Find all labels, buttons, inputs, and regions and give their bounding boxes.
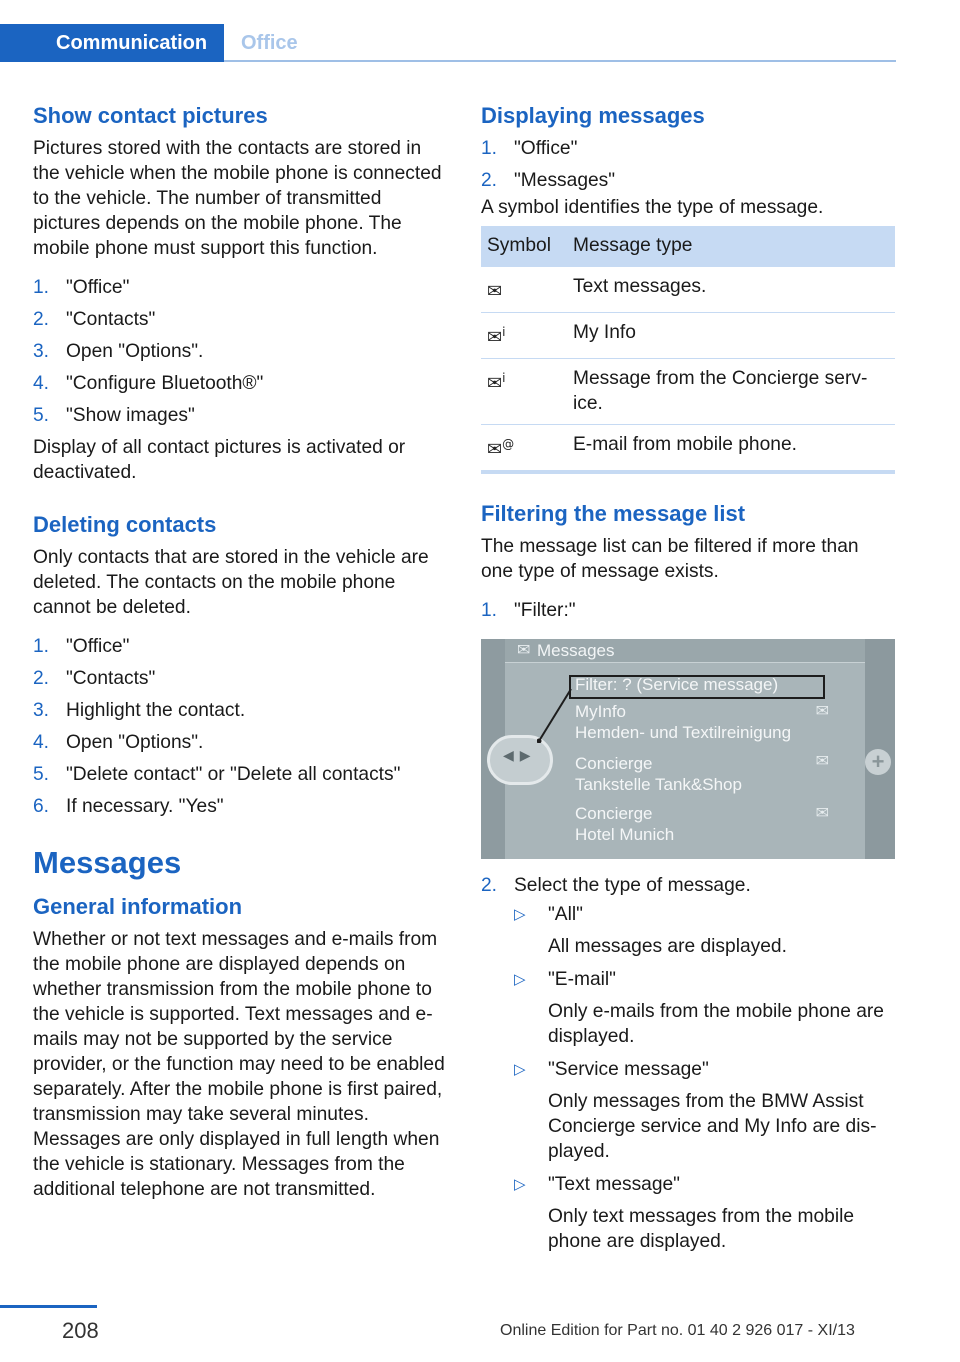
filter-options-list [481,902,895,1254]
show-contact-pictures-heading: Show contact pictures [33,103,268,128]
list-item: 4. "Configure Bluetooth®" [33,373,264,394]
triangle-bullet-icon: ▷ [514,970,526,988]
idrive-screen-illustration [481,639,895,859]
right-column [481,102,895,1262]
list-item: 1. "Filter:" [481,599,576,621]
displaying-messages-heading: Displaying messages [481,103,705,128]
list-item: 2. "Contacts" [33,668,156,689]
col-symbol: Symbol [481,226,567,266]
displaying-steps [481,136,895,193]
footer-rule [0,1305,97,1308]
list-item: 1. "Office" [481,138,578,159]
list-item: 2. "Messages" [481,170,616,191]
message-type-cell: My Info [567,312,895,358]
list-item: 5. "Show images" [33,405,195,426]
messages-icon: ✉ [517,641,531,659]
tab-office[interactable]: Office [241,32,298,54]
show-contact-pictures-body: Pictures stored with the contacts are stored in the vehicle when the mobile phone is connected to the vehicle. The number of transmitted pictures depends on the mobile phone. The mobile phone must support this function. [33,138,442,259]
envelope-icon: ✉ [815,702,829,720]
list-item: ▷ "All" All messages are displayed. [514,903,787,957]
list-item: 1. "Office" [33,277,130,298]
list-item: 1. "Office" [33,636,130,657]
table-row [481,424,895,472]
left-column [33,102,445,1202]
triangle-bullet-icon: ▷ [514,1060,526,1078]
col-message-type: Message type [567,226,895,266]
message-type-cell: E-mail from mobile phone. [567,424,895,472]
list-item[interactable]: Concierge Hotel Munich [575,803,675,844]
controller-arrows-icon: ◀▶ [503,746,537,763]
list-item: 2. "Contacts" [33,309,156,330]
list-item[interactable]: MyInfo Hemden- und Textilreinigung [575,701,792,742]
filtering-step-1 [481,598,895,623]
envelope-icon: ✉ [487,280,503,302]
envelope-info-icon: ✉$^i$ [487,370,506,394]
filtering-body: The message list can be filtered if more than one type of message exists. [481,535,859,582]
list-item: 5. "Delete contact" or "Delete all contacts" [33,764,401,785]
envelope-icon: ✉ [815,804,829,822]
list-item: ▷ "Service message" Only messages from the BMW Assist Concierge service and My Info are displayed. [514,1058,877,1162]
filtering-heading: Filtering the message list [481,500,746,526]
message-type-cell: Text messages. [567,266,895,312]
list-item: 3. Highlight the contact. [33,700,246,721]
list-item: 2. Select the type of message. [481,874,751,896]
page-number: 208 [62,1318,99,1343]
tab-communication[interactable]: Communication [0,24,224,62]
table-row [481,266,895,312]
list-item[interactable]: Concierge Tankstelle Tank&Shop [575,753,742,794]
message-type-table [481,226,895,474]
show-pictures-result: Display of all contact pictures is activated or deactivated. [33,437,406,483]
table-header-row [481,226,895,266]
filtering-step-2 [481,873,895,898]
edition-note: Online Edition for Part no. 01 40 2 926 017 - XI/13 [500,1322,855,1339]
deleting-steps [33,634,445,819]
triangle-bullet-icon: ▷ [514,1175,526,1193]
messages-heading: Messages [33,845,182,880]
list-item: ▷ "Text message" Only text messages from the mobile phone are displayed. [514,1173,855,1252]
message-type-cell: Message from the Concierge service. [567,358,895,424]
plus-icon: + [865,749,891,775]
screen-title: Messages [537,640,615,660]
general-information-heading: General information [33,894,243,919]
symbol-note: A symbol identifies the type of message. [481,197,824,218]
filter-menu-item[interactable]: Filter: ? (Service message) [575,674,779,694]
general-information-body: Whether or not text messages and e-mails from the mobile phone are displayed depends on whether transmission from the mobile phone to the vehicle is supported. Text messages and e-mails may not be supported by the service provider, or the function may need to be enabled separately. After the mobile phone is first paired, transmission may take several minutes. Messages are only displayed in full length when the vehicle is stationary. Messages from the additional telephone are not transmitted. [33,929,445,1200]
list-item: 6. If necessary. "Yes" [33,796,224,817]
envelope-icon: ✉ [815,752,829,770]
list-item: 3. Open "Options". [33,341,204,362]
deleting-contacts-heading: Deleting contacts [33,512,217,537]
envelope-email-icon: ✉@ [487,436,515,460]
chapter-header [0,24,896,62]
show-pictures-steps [33,275,445,428]
triangle-bullet-icon: ▷ [514,905,526,923]
deleting-contacts-body: Only contacts that are stored in the vehicle are deleted. The contacts on the mobile phone cannot be deleted. [33,547,429,618]
list-item: ▷ "E-mail" Only e-mails from the mobile phone are displayed. [514,968,884,1047]
envelope-info-icon: ✉$^i$ [487,324,506,348]
table-row [481,358,895,424]
list-item: 4. Open "Options". [33,732,204,753]
callout-pointer [537,687,573,743]
table-row [481,312,895,358]
